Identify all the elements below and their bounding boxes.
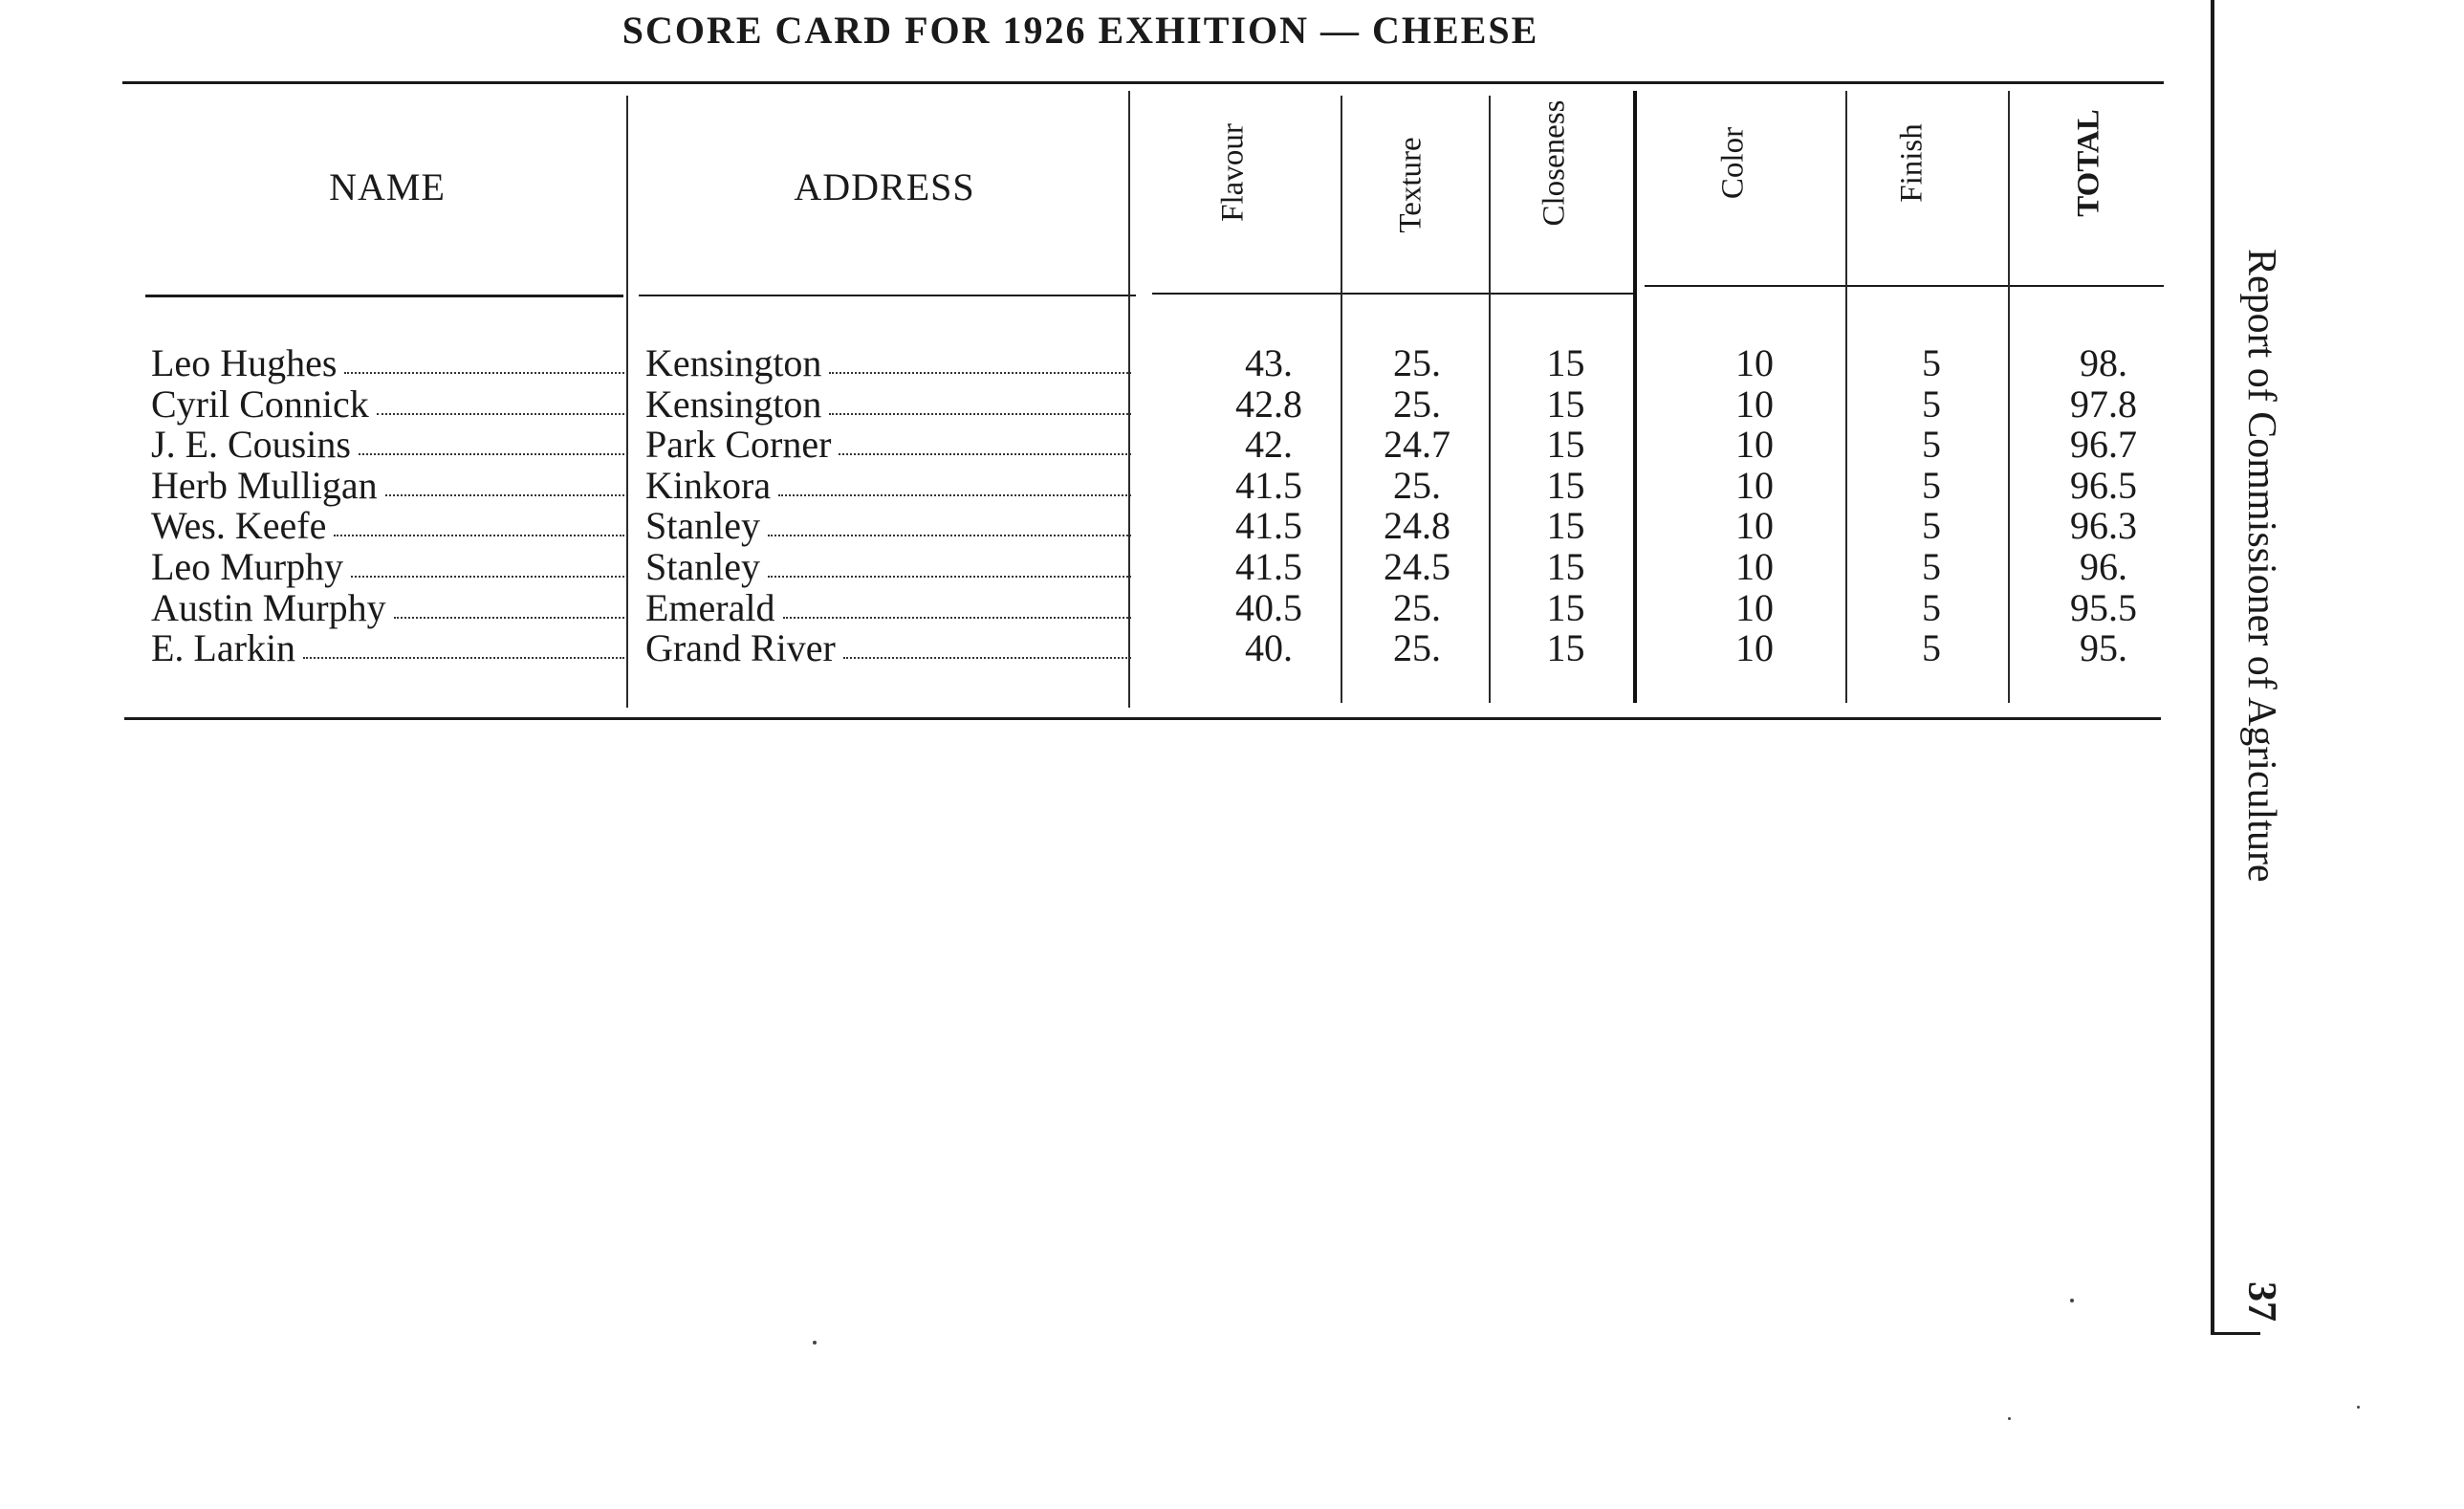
table-row [0, 505, 2199, 546]
scan-speck [2008, 1417, 2011, 1420]
dot-leader [839, 452, 1131, 455]
score-texture: 25. [1393, 382, 1441, 426]
score-total: 95. [2080, 626, 2127, 670]
cell-name [151, 465, 624, 506]
column-header-flavour: Flavour [1215, 123, 1251, 222]
table-row [0, 342, 2199, 383]
score-total: 96.5 [2070, 463, 2137, 507]
dot-leader [334, 534, 624, 536]
score-texture: 24.5 [1384, 545, 1450, 588]
score-finish: 5 [1922, 463, 1941, 507]
contestant-name: Austin Murphy [151, 585, 386, 629]
table-row [0, 546, 2199, 587]
page-number: 37 [2239, 1281, 2283, 1322]
score-total: 96.3 [2070, 504, 2137, 548]
table-row [0, 627, 2199, 668]
column-header-closeness: Closeness [1537, 99, 1572, 227]
dot-leader [344, 371, 624, 374]
cell-address [645, 424, 1131, 465]
score-total: 96. [2080, 545, 2127, 588]
contestant-name: E. Larkin [151, 626, 296, 670]
score-texture: 25. [1393, 463, 1441, 507]
name-header-underline [145, 295, 623, 297]
score-closeness: 15 [1546, 626, 1585, 670]
score-flavour: 43. [1245, 341, 1293, 384]
scan-speck [2357, 1406, 2360, 1409]
contestant-name: Cyril Connick [151, 382, 369, 426]
score-finish: 5 [1922, 585, 1941, 629]
score-finish: 5 [1922, 341, 1941, 384]
cell-name [151, 383, 624, 425]
score-total: 97.8 [2070, 382, 2137, 426]
score-finish: 5 [1922, 545, 1941, 588]
cell-address [645, 505, 1131, 546]
column-header-total: TOTAL [2071, 109, 2106, 217]
page-title: SCORE CARD FOR 1926 EXHITION — CHEESE [621, 9, 1539, 52]
score-flavour: 40. [1245, 626, 1293, 670]
contestant-address: Park Corner [645, 423, 832, 467]
score-texture: 25. [1393, 626, 1441, 670]
score-finish: 5 [1922, 504, 1941, 548]
dot-leader [351, 575, 624, 578]
contestant-address: Stanley [645, 504, 760, 548]
dot-leader [394, 616, 624, 619]
cell-name [151, 627, 624, 668]
contestant-name: J. E. Cousins [151, 423, 351, 467]
score-flavour: 41.5 [1235, 504, 1302, 548]
cell-address [645, 627, 1131, 668]
contestant-address: Kinkora [645, 463, 772, 507]
score-closeness: 15 [1546, 423, 1585, 467]
dot-leader [829, 412, 1131, 415]
score-texture: 24.7 [1384, 423, 1450, 467]
score-closeness: 15 [1546, 341, 1585, 384]
score-flavour: 41.5 [1235, 463, 1302, 507]
dot-leader [303, 656, 624, 659]
column-header-texture: Texture [1393, 137, 1428, 233]
score-closeness: 15 [1546, 585, 1585, 629]
score-color: 10 [1735, 504, 1774, 548]
dot-leader [843, 656, 1131, 659]
score-flavour: 42. [1245, 423, 1293, 467]
score-texture: 24.8 [1384, 504, 1450, 548]
contestant-address: Kensington [645, 341, 822, 384]
scan-speck [2070, 1299, 2074, 1302]
score-texture: 25. [1393, 341, 1441, 384]
score-closeness: 15 [1546, 382, 1585, 426]
contestant-name: Leo Hughes [151, 341, 338, 384]
cell-name [151, 546, 624, 587]
cell-name [151, 505, 624, 546]
side-rule [2211, 0, 2214, 1334]
dot-leader [768, 575, 1131, 578]
score-color: 10 [1735, 423, 1774, 467]
cell-address [645, 465, 1131, 506]
contestant-address: Grand River [645, 626, 836, 670]
dot-leader [829, 371, 1131, 374]
score-flavour: 41.5 [1235, 545, 1302, 588]
contestant-name: Herb Mulligan [151, 463, 378, 507]
score-color: 10 [1735, 626, 1774, 670]
column-header-finish: Finish [1894, 123, 1930, 203]
scan-speck [813, 1341, 817, 1345]
contestant-address: Kensington [645, 382, 822, 426]
score-finish: 5 [1922, 423, 1941, 467]
contestant-name: Leo Murphy [151, 545, 344, 588]
score-closeness: 15 [1546, 504, 1585, 548]
cell-name [151, 424, 624, 465]
dot-leader [768, 534, 1131, 536]
table-top-rule [122, 81, 2164, 84]
cell-address [645, 383, 1131, 425]
cell-address [645, 546, 1131, 587]
cell-address [645, 342, 1131, 383]
score-flavour: 40.5 [1235, 585, 1302, 629]
score-total: 98. [2080, 341, 2127, 384]
table-row [0, 383, 2199, 425]
score-color: 10 [1735, 545, 1774, 588]
table-row [0, 424, 2199, 465]
table-row [0, 465, 2199, 506]
score-flavour: 42.8 [1235, 382, 1302, 426]
score-total: 95.5 [2070, 585, 2137, 629]
contestant-address: Stanley [645, 545, 760, 588]
contestant-name: Wes. Keefe [151, 504, 327, 548]
dot-leader [778, 493, 1131, 496]
contestant-address: Emerald [645, 585, 775, 629]
running-header: Report of Commissioner of Agriculture [2239, 249, 2283, 883]
table-bottom-rule [124, 717, 2161, 720]
column-header-color: Color [1715, 126, 1751, 200]
score-total: 96.7 [2070, 423, 2137, 467]
cell-name [151, 342, 624, 383]
score-header-underline-right [1645, 285, 2164, 287]
table-row [0, 587, 2199, 628]
dot-leader [385, 493, 624, 496]
score-finish: 5 [1922, 382, 1941, 426]
score-closeness: 15 [1546, 463, 1585, 507]
score-color: 10 [1735, 341, 1774, 384]
cell-address [645, 587, 1131, 628]
score-finish: 5 [1922, 626, 1941, 670]
score-color: 10 [1735, 463, 1774, 507]
score-header-underline [1152, 293, 1635, 295]
score-color: 10 [1735, 585, 1774, 629]
score-color: 10 [1735, 382, 1774, 426]
cell-name [151, 587, 624, 628]
score-texture: 25. [1393, 585, 1441, 629]
dot-leader [783, 616, 1132, 619]
dot-leader [359, 452, 624, 455]
score-closeness: 15 [1546, 545, 1585, 588]
column-header-name: NAME [329, 165, 446, 208]
column-header-address: ADDRESS [794, 165, 975, 208]
address-header-underline [639, 295, 1136, 296]
dot-leader [377, 412, 624, 415]
